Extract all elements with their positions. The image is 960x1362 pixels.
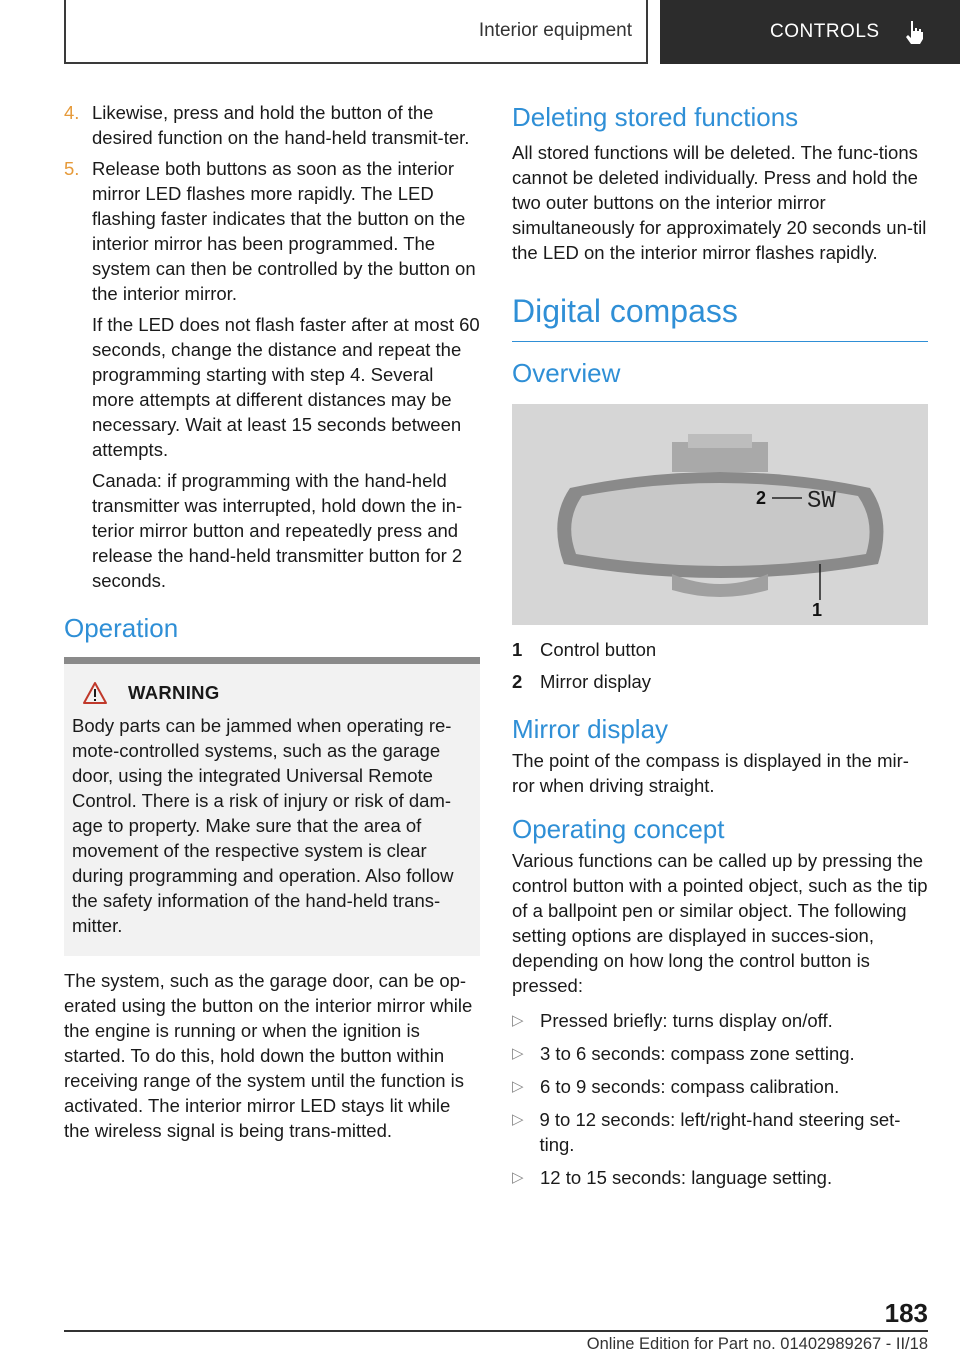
- legend-number: 1: [512, 639, 523, 660]
- step-text: Likewise, press and hold the button of the desired function on the hand-held transmit‐ter.: [92, 102, 470, 148]
- bullet-item: [512, 1041, 928, 1066]
- legend-item: [512, 637, 928, 662]
- deleting-text: All stored functions will be deleted. The func‐tions cannot be deleted individually. Press and hold the two outer buttons on the interior mirror simultaneously for approximately 20 seconds un‐til the LED on the interior mirror flashes rapidly.: [512, 142, 927, 263]
- bullet-triangle-icon: ▷: [512, 1012, 524, 1029]
- step-number: 5.: [64, 158, 80, 179]
- bullet-item: [512, 1008, 928, 1033]
- bullet-triangle-icon: ▷: [512, 1078, 524, 1095]
- warning-box: [64, 664, 480, 956]
- legend-number: 2: [512, 671, 523, 692]
- bullet-triangle-icon: ▷: [512, 1111, 524, 1128]
- section-title: Interior equipment: [478, 20, 632, 41]
- legend-text: Control button: [540, 639, 657, 660]
- warning-bar: [64, 657, 480, 664]
- overview-heading: Overview: [512, 358, 621, 388]
- deleting-heading: Deleting stored functions: [512, 102, 799, 132]
- edition-note: Online Edition for Part no. 01402989267 - II/18: [586, 1335, 928, 1353]
- header-chapter-tab: [660, 0, 960, 64]
- legend-text: Mirror display: [540, 671, 652, 692]
- page-number: 183: [884, 1298, 928, 1328]
- mirror-display-text: The point of the compass is displayed in the mir‐ror when driving straight.: [512, 750, 909, 796]
- header-section-tab: [64, 0, 648, 64]
- operation-text: The system, such as the garage door, can be op‐erated using the button on the interior mirror while the engine is running or when the ignition is started. To do this, hold down the button within receiving range of the system until the function is activated. The interior mirror LED stays lit while the wireless signal is being trans‐mitted.: [64, 970, 473, 1141]
- warning-header: [72, 680, 472, 705]
- step-number: 4.: [64, 102, 80, 123]
- operating-concept-text: Various functions can be called up by pressing the control button with a pointed object, such as the tip of a ballpoint pen or similar object. The following setting options are displayed in succes‐sion, depending on how long the control button is pressed:: [512, 850, 928, 996]
- step-5: [64, 156, 480, 306]
- warning-label: WARNING: [128, 682, 220, 703]
- led-note: If the LED does not flash faster after at most 60 seconds, change the distance and repeat the programming starting with step 4. Several more attempts at different distances may be necessary. Wait at least 15 seconds between attempts.: [92, 314, 480, 460]
- chapter-title: CONTROLS: [770, 21, 880, 42]
- callout-2: 2: [756, 488, 767, 508]
- left-column: [64, 100, 480, 1153]
- compass-heading: Digital compass: [512, 291, 928, 342]
- bullet-text: Pressed briefly: turns display on/off.: [540, 1010, 833, 1031]
- operation-heading: Operation: [64, 613, 179, 643]
- bullet-text: 9 to 12 seconds: left/right-hand steering set‐ting.: [539, 1109, 901, 1155]
- legend-item: [512, 669, 928, 694]
- bullet-text: 6 to 9 seconds: compass calibration.: [540, 1076, 840, 1097]
- interior-mirror-illustration: [512, 404, 928, 625]
- callout-1: 1: [812, 600, 823, 620]
- bullet-item: [512, 1107, 928, 1157]
- operating-concept-heading: Operating concept: [512, 814, 725, 844]
- right-column: [512, 100, 928, 1198]
- pointing-hand-icon: [902, 19, 926, 45]
- mirror-display-heading: Mirror display: [512, 714, 669, 744]
- bullet-text: 3 to 6 seconds: compass zone setting.: [540, 1043, 855, 1064]
- bullet-item: [512, 1165, 928, 1190]
- compass-display-readout: SW: [807, 488, 836, 515]
- warning-text: Body parts can be jammed when operating re‐mote-controlled systems, such as the garage door, using the integrated Universal Remote Control. There is a risk of injury or risk of dam‐age to property. Make sure that the area of movement of the respective system is clear during programming and operation. Also follow the safety information of the hand-held trans‐mitter.: [72, 715, 454, 936]
- bullet-item: [512, 1074, 928, 1099]
- warning-triangle-icon: [82, 681, 108, 705]
- bullet-triangle-icon: ▷: [512, 1045, 524, 1062]
- step-text: Release both buttons as soon as the interior mirror LED flashes more rapidly. The LED flashing faster indicates that the button on the interior mirror has been programmed. The system can then be controlled by the button on the interior mirror.: [92, 158, 476, 304]
- bullet-triangle-icon: ▷: [512, 1169, 524, 1186]
- canada-note: Canada: if programming with the hand-held transmitter was interrupted, hold down the in‐terior mirror button and repeatedly press and release the hand-held transmitter button for 2 seconds.: [92, 470, 463, 591]
- step-4: [64, 100, 480, 150]
- bullet-text: 12 to 15 seconds: language setting.: [540, 1167, 833, 1188]
- footer-divider: [64, 1330, 928, 1332]
